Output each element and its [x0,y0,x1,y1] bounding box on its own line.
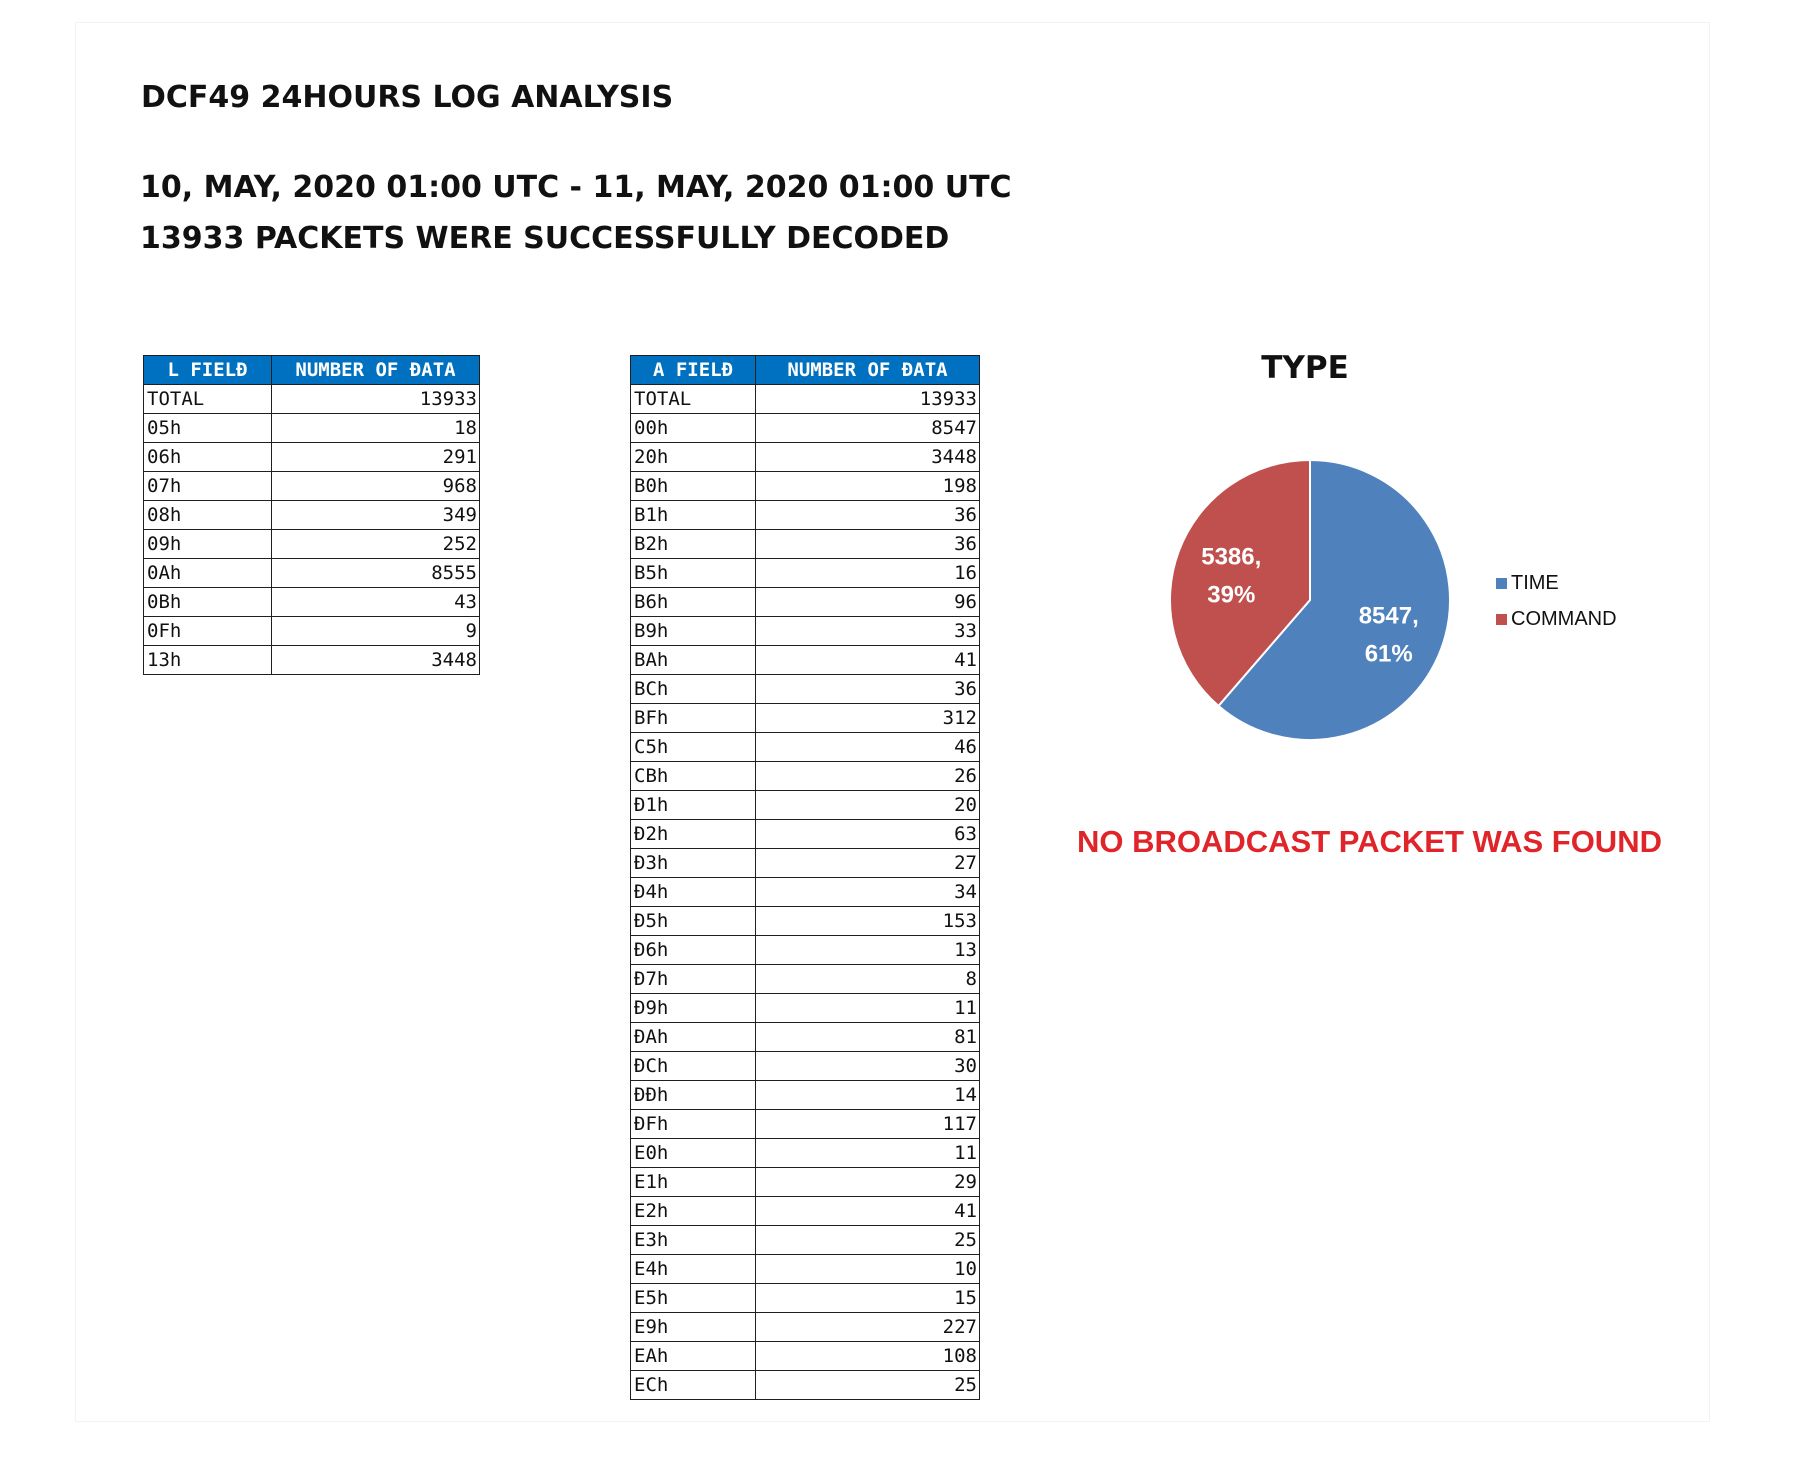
a-field-cell: EAh [631,1342,756,1371]
a-row [631,820,980,849]
a-row [631,878,980,907]
a-row [631,675,980,704]
report-period: 10, MAY, 2020 01:00 UTC - 11, MAY, 2020 01:00 UTC [140,170,1012,205]
a-count-cell: 10 [756,1255,980,1284]
a-count-cell: 108 [756,1342,980,1371]
l-count-cell: 349 [272,501,480,530]
a-count-cell: 36 [756,501,980,530]
a-row [631,936,980,965]
a-row [631,1139,980,1168]
a-row [631,530,980,559]
a-row [631,472,980,501]
a-row [631,733,980,762]
a-count-cell: 8 [756,965,980,994]
a-count-cell: 198 [756,472,980,501]
a-field-cell: Ð1h [631,791,756,820]
a-count-cell: 27 [756,849,980,878]
a-count-cell: 312 [756,704,980,733]
a-field-cell: B0h [631,472,756,501]
l-count-cell: 13933 [272,385,480,414]
a-field-cell: B6h [631,588,756,617]
l-count-cell: 968 [272,472,480,501]
a-count-cell: 34 [756,878,980,907]
a-count-cell: 30 [756,1052,980,1081]
a-row [631,1168,980,1197]
l-count-cell: 3448 [272,646,480,675]
l-count-cell: 252 [272,530,480,559]
a-row [631,1371,980,1400]
a-row [631,617,980,646]
report-title: DCF49 24HOURS LOG ANALYSIS [141,80,674,115]
a-field-cell: ÐÐh [631,1081,756,1110]
a-count-cell: 13933 [756,385,980,414]
a-field-cell: CBh [631,762,756,791]
a-field-cell: Ð3h [631,849,756,878]
a-row [631,501,980,530]
pie-label-command-value: 5386, [1201,543,1262,571]
a-field-cell: E2h [631,1197,756,1226]
a-count-cell: 41 [756,1197,980,1226]
a-row [631,762,980,791]
a-field-cell: E9h [631,1313,756,1342]
a-field-cell: B1h [631,501,756,530]
a-count-cell: 63 [756,820,980,849]
l-field-header-row [144,356,480,385]
a-row [631,1197,980,1226]
a-count-cell: 15 [756,1284,980,1313]
a-field-header-row [631,356,980,385]
a-field-cell: E5h [631,1284,756,1313]
a-field-cell: Ð4h [631,878,756,907]
a-row [631,704,980,733]
a-field-cell: ECh [631,1371,756,1400]
a-field-cell: Ð6h [631,936,756,965]
a-field-cell: ÐAh [631,1023,756,1052]
l-count-cell: 18 [272,414,480,443]
a-field-cell: E3h [631,1226,756,1255]
l-field-cell: 0Fh [144,617,272,646]
a-field-cell: E4h [631,1255,756,1284]
chart-legend [1496,565,1617,637]
l-field-cell: 0Ah [144,559,272,588]
a-field-cell: BFh [631,704,756,733]
l-row [144,617,480,646]
legend-swatch-command [1496,614,1507,625]
chart-title: TYPE [1261,350,1349,386]
a-row [631,1110,980,1139]
a-row [631,1052,980,1081]
a-row [631,907,980,936]
a-field-cell: B2h [631,530,756,559]
a-row [631,791,980,820]
l-count-header: NUMBER OF ÐATA [272,356,480,385]
a-count-header: NUMBER OF ÐATA [756,356,980,385]
a-row [631,443,980,472]
a-count-cell: 33 [756,617,980,646]
a-row [631,965,980,994]
l-row [144,646,480,675]
a-row [631,646,980,675]
l-field-cell: 13h [144,646,272,675]
legend-label-command: COMMAND [1511,607,1617,630]
a-count-cell: 81 [756,1023,980,1052]
no-broadcast-alert: NO BROADCAST PACKET WAS FOUND [1077,824,1662,859]
l-field-header: L FIELÐ [144,356,272,385]
a-count-cell: 153 [756,907,980,936]
l-field-cell: 07h [144,472,272,501]
l-row [144,472,480,501]
a-count-cell: 3448 [756,443,980,472]
a-row [631,588,980,617]
a-row [631,1023,980,1052]
a-field-cell: Ð5h [631,907,756,936]
a-field-cell: E1h [631,1168,756,1197]
a-field-header: A FIELÐ [631,356,756,385]
a-field-cell: Ð2h [631,820,756,849]
a-row [631,849,980,878]
l-count-cell: 291 [272,443,480,472]
a-field-table [630,355,980,1400]
a-count-cell: 36 [756,675,980,704]
l-field-cell: 08h [144,501,272,530]
l-row [144,559,480,588]
a-row [631,559,980,588]
legend-swatch-time [1496,578,1507,589]
l-row [144,385,480,414]
a-count-cell: 25 [756,1371,980,1400]
report-summary: 13933 PACKETS WERE SUCCESSFULLY DECODED [140,221,950,256]
a-count-cell: 36 [756,530,980,559]
l-field-cell: 0Bh [144,588,272,617]
a-count-cell: 26 [756,762,980,791]
legend-item-command [1496,601,1617,637]
a-field-cell: TOTAL [631,385,756,414]
pie-label-command-percent: 39% [1207,581,1256,609]
type-pie-chart [1150,440,1470,760]
a-field-cell: BCh [631,675,756,704]
a-count-cell: 14 [756,1081,980,1110]
a-field-cell: Ð9h [631,994,756,1023]
a-count-cell: 20 [756,791,980,820]
a-count-cell: 11 [756,1139,980,1168]
a-row [631,1284,980,1313]
a-field-cell: ÐFh [631,1110,756,1139]
a-row [631,1226,980,1255]
a-row [631,1313,980,1342]
a-count-cell: 96 [756,588,980,617]
l-row [144,414,480,443]
a-count-cell: 16 [756,559,980,588]
pie-label-time-percent: 61% [1364,640,1413,668]
legend-item-time [1496,565,1617,601]
a-count-cell: 46 [756,733,980,762]
a-field-cell: B9h [631,617,756,646]
a-count-cell: 13 [756,936,980,965]
a-field-cell: B5h [631,559,756,588]
l-field-cell: 09h [144,530,272,559]
l-field-cell: 05h [144,414,272,443]
a-field-cell: C5h [631,733,756,762]
a-row [631,385,980,414]
a-field-cell: 00h [631,414,756,443]
a-row [631,414,980,443]
l-row [144,501,480,530]
l-count-cell: 43 [272,588,480,617]
a-count-cell: 29 [756,1168,980,1197]
legend-label-time: TIME [1511,571,1559,594]
l-count-cell: 9 [272,617,480,646]
a-row [631,1342,980,1371]
a-row [631,1081,980,1110]
a-count-cell: 25 [756,1226,980,1255]
a-count-cell: 227 [756,1313,980,1342]
a-row [631,1255,980,1284]
a-field-cell: Ð7h [631,965,756,994]
l-field-cell: 06h [144,443,272,472]
l-row [144,443,480,472]
l-row [144,530,480,559]
a-count-cell: 8547 [756,414,980,443]
pie-label-time-value: 8547, [1358,602,1419,630]
l-field-cell: TOTAL [144,385,272,414]
a-count-cell: 41 [756,646,980,675]
a-count-cell: 11 [756,994,980,1023]
l-field-table [143,355,480,675]
a-field-cell: 20h [631,443,756,472]
a-field-cell: BAh [631,646,756,675]
l-count-cell: 8555 [272,559,480,588]
l-row [144,588,480,617]
a-count-cell: 117 [756,1110,980,1139]
a-field-cell: E0h [631,1139,756,1168]
a-field-cell: ÐCh [631,1052,756,1081]
a-row [631,994,980,1023]
